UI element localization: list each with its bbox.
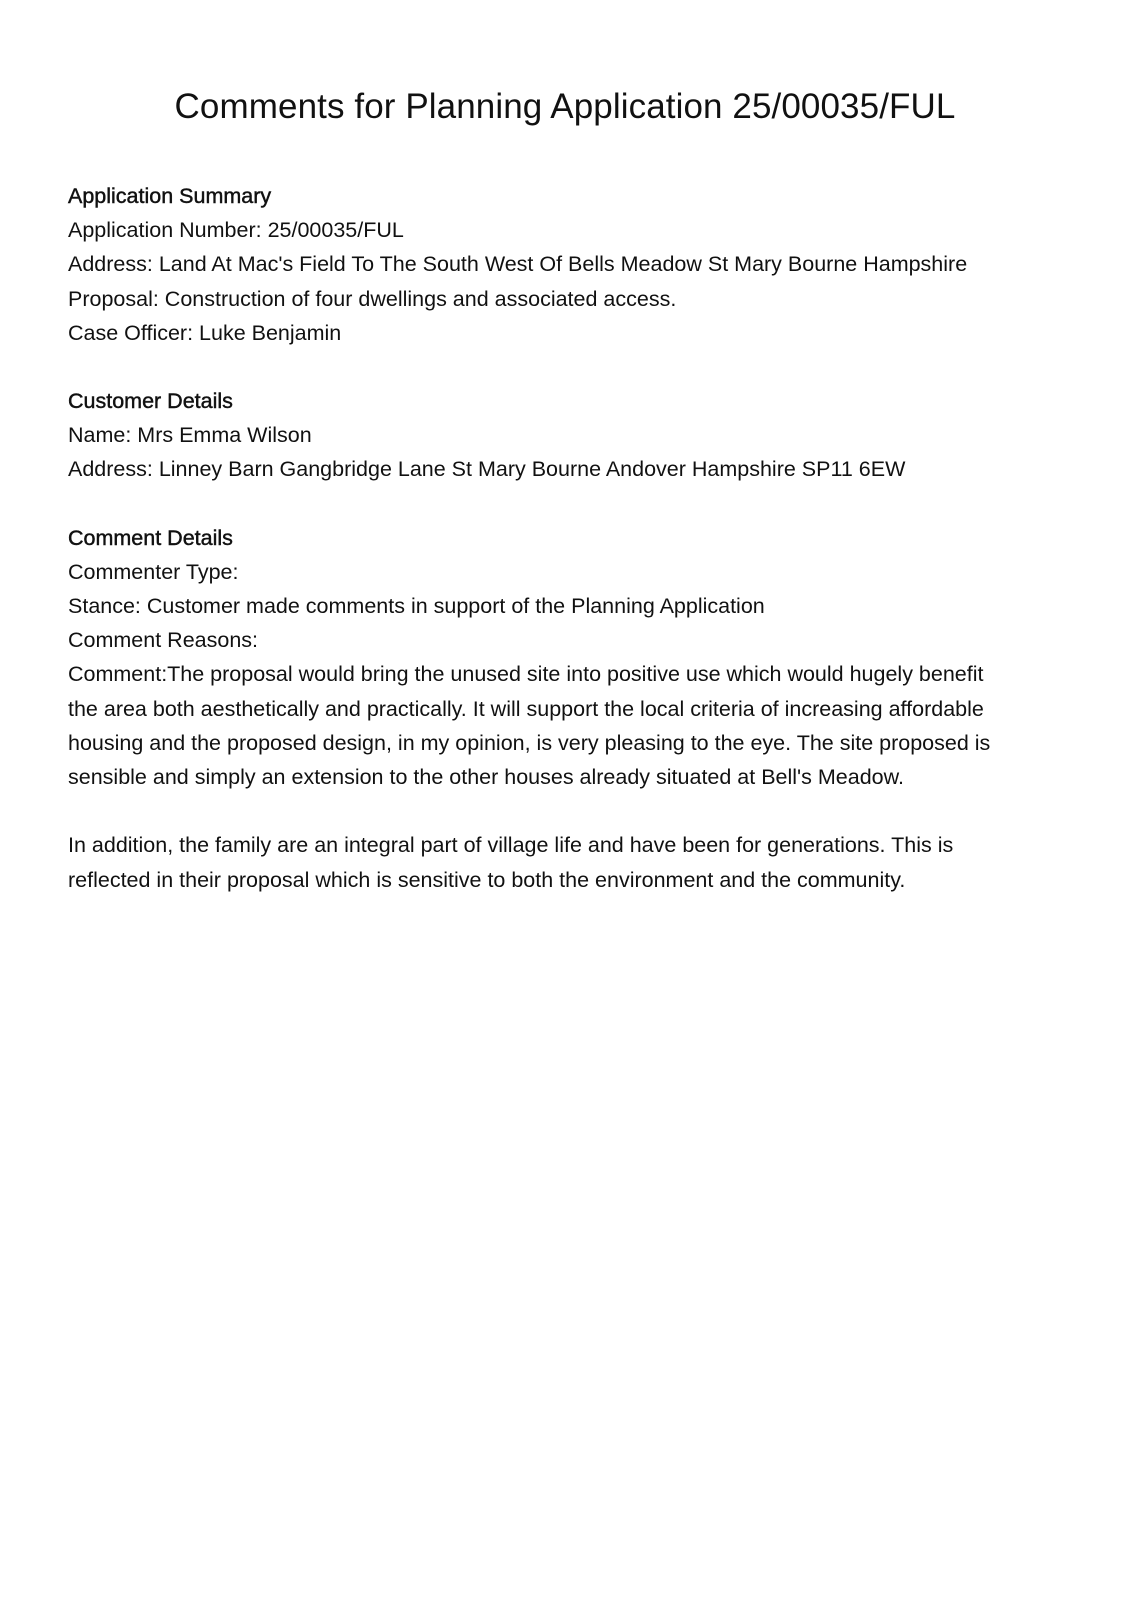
application-summary-heading: Application Summary [68, 184, 272, 208]
application-address: Address: Land At Mac's Field To The South West Of Bells Meadow St Mary Bourne Hampshire [68, 252, 968, 277]
application-proposal: Proposal: Construction of four dwellings and associated access. [68, 286, 677, 311]
stance: Stance: Customer made comments in support of the Planning Application [68, 594, 765, 619]
paragraph-spacer [68, 794, 1068, 828]
comment-line: the area both aesthetically and practically. It will support the local criteria of increasing affordable [68, 696, 984, 721]
comment-details-section [68, 521, 1068, 897]
case-officer: Case Officer: Luke Benjamin [68, 320, 342, 345]
commenter-type: Commenter Type: [68, 559, 239, 584]
application-number: Application Number: 25/00035/FUL [68, 218, 404, 243]
comment-line: Comment:The proposal would bring the unused site into positive use which would hugely benefit [68, 662, 984, 687]
comment-line: housing and the proposed design, in my opinion, is very pleasing to the eye. The site proposed is [68, 730, 991, 755]
document-body [68, 179, 1068, 931]
comment-line: sensible and simply an extension to the other houses already situated at Bell's Meadow. [68, 765, 904, 790]
customer-name: Name: Mrs Emma Wilson [68, 423, 312, 448]
comment-line: In addition, the family are an integral part of village life and have been for generations. This is [68, 833, 954, 858]
comment-details-heading: Comment Details [68, 525, 233, 550]
application-summary-section [68, 179, 1068, 350]
customer-details-heading: Customer Details [68, 389, 233, 414]
customer-address: Address: Linney Barn Gangbridge Lane St Mary Bourne Andover Hampshire SP11 6EW [68, 457, 906, 482]
page-title: Comments for Planning Application 25/00035/FUL [174, 87, 956, 126]
comment-line: reflected in their proposal which is sensitive to both the environment and the community. [68, 867, 906, 892]
comment-reasons: Comment Reasons: [68, 628, 258, 653]
customer-details-section [68, 384, 1068, 487]
